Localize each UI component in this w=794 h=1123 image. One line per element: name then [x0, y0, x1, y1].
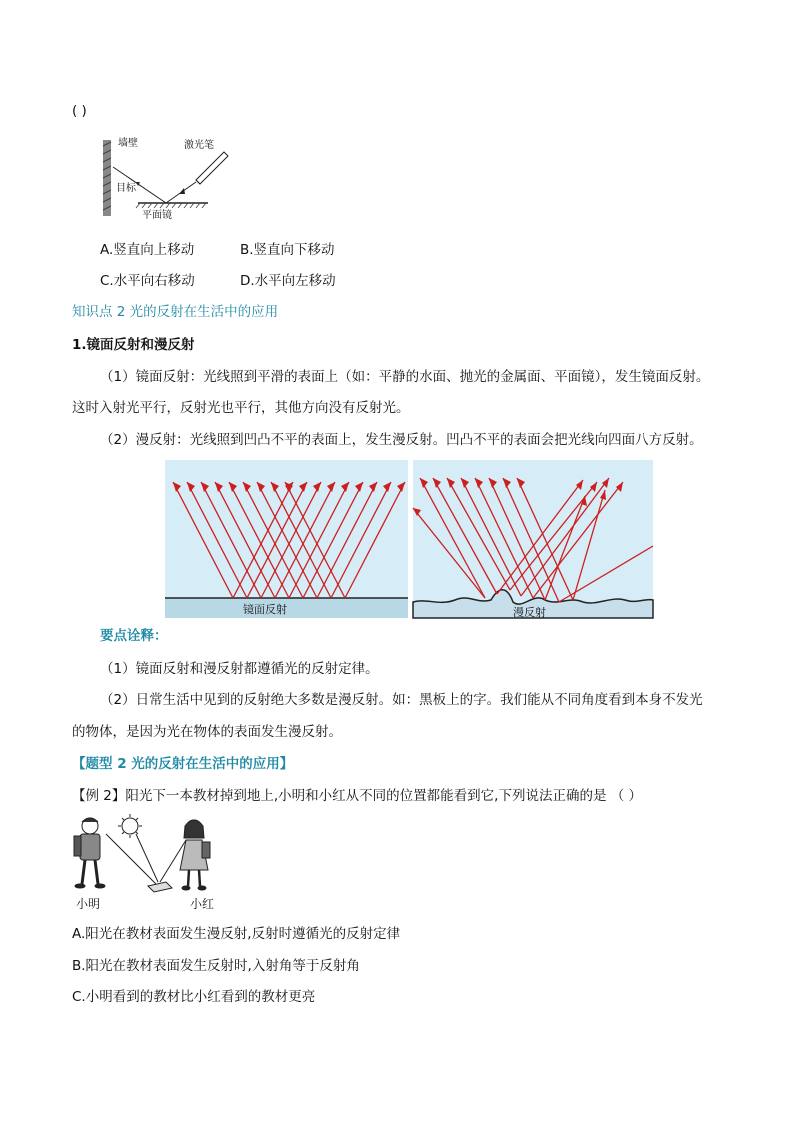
sunlight-book-figure [70, 812, 230, 914]
section-subtitle: 1.镜面反射和漫反射 [72, 337, 195, 353]
option-b: B.竖直向下移动 [240, 242, 335, 258]
ray-to-boy [106, 834, 156, 884]
girl-label: 小红 [190, 897, 215, 911]
option-c: C.水平向右移动 [100, 273, 195, 289]
section-title: 知识点 2 光的反射在生活中的应用 [72, 304, 279, 320]
girl-figure [180, 820, 210, 890]
wall-label: 墙壁 [118, 138, 138, 149]
specular-paragraph-line2: 这时入射光平行，反射光也平行，其他方向没有反射光。 [72, 400, 410, 416]
wall-shape [103, 140, 111, 216]
specular-diagram-label: 镜面反射 [243, 603, 287, 616]
laser-pen-shape [196, 152, 228, 184]
mirror-label: 平面镜 [142, 210, 172, 221]
example-option-b: B.阳光在教材表面发生反射时,入射角等于反射角 [72, 958, 360, 974]
diffuse-paragraph: （2）漫反射：光线照到凹凸不平的表面上，发生漫反射。凹凸不平的表面会把光线向四面八方反射。 [100, 432, 703, 448]
option-a: A.竖直向上移动 [100, 242, 195, 258]
example-option-a: A.阳光在教材表面发生漫反射,反射时遵循光的反射定律 [72, 926, 401, 942]
boy-figure [74, 818, 105, 888]
answer-bracket: ( ) [72, 103, 87, 119]
sun-icon [118, 814, 142, 838]
key-point-1: （1）镜面反射和漫反射都遵循光的反射定律。 [100, 661, 379, 677]
question-type-title: 【题型 2 光的反射在生活中的应用】 [72, 756, 294, 772]
option-d: D.水平向左移动 [240, 273, 336, 289]
specular-paragraph-line1: （1）镜面反射：光线照到平滑的表面上（如：平静的水面、抛光的金属面、平面镜），发生镜面反射。 [100, 369, 710, 385]
diffuse-diagram-label: 漫反射 [513, 606, 546, 619]
specular-reflection-diagram [165, 460, 408, 618]
diffuse-reflection-diagram [413, 460, 653, 619]
key-point-2-line1: （2）日常生活中见到的反射绝大多数是漫反射。如：黑板上的字。我们能从不同角度看到本身不发光 [100, 692, 703, 708]
example-option-c: C.小明看到的教材比小红看到的教材更亮 [72, 989, 316, 1005]
laser-mirror-figure [100, 130, 240, 230]
reflection-diagrams [165, 460, 655, 620]
key-points-title: 要点诠释： [100, 628, 168, 644]
book-shape [148, 882, 172, 892]
boy-label: 小明 [76, 897, 101, 911]
target-label: 目标 [116, 183, 136, 194]
key-point-2-line2: 的物体，是因为光在物体的表面发生漫反射。 [72, 724, 342, 740]
laser-label: 激光笔 [184, 140, 214, 151]
example-question: 【例 2】阳光下一本教材掉到地上,小明和小红从不同的位置都能看到它,下列说法正确的是 （ ） [72, 788, 643, 804]
